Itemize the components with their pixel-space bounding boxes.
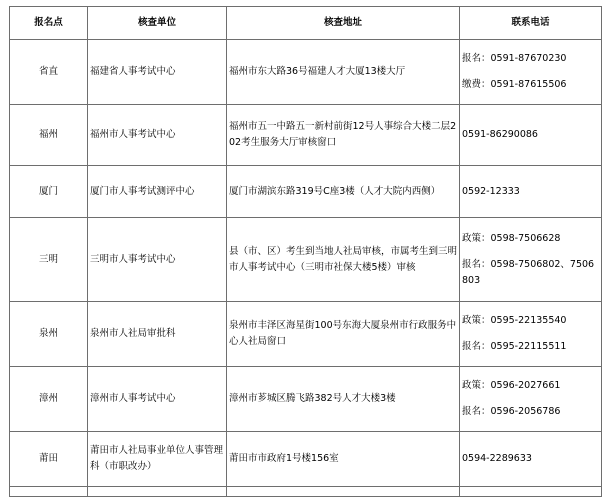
phone-cell <box>460 40 602 105</box>
phone-number: 报名：0591-87670230 <box>462 53 567 64</box>
unit-cell: 漳州市人事考试中心 <box>88 367 227 432</box>
phone-cell <box>460 432 602 487</box>
region-cell: 漳州 <box>10 367 88 432</box>
unit-cell: 福州市人事考试中心 <box>88 105 227 166</box>
phone-cell <box>460 218 602 302</box>
header-unit: 核查单位 <box>88 7 227 40</box>
region-cell: 厦门 <box>10 166 88 218</box>
phone-cell <box>460 105 602 166</box>
table-row <box>10 432 602 487</box>
header-address: 核查地址 <box>227 7 460 40</box>
header-region: 报名点 <box>10 7 88 40</box>
verification-table <box>9 6 602 497</box>
address-cell: 厦门市湖滨东路319号C座3楼（人才大院内西侧） <box>227 166 460 218</box>
table-row <box>10 487 602 497</box>
unit-cell <box>88 487 227 497</box>
region-cell: 福州 <box>10 105 88 166</box>
region-cell: 泉州 <box>10 302 88 367</box>
phone-number: 报名：0598-7506802、7506803 <box>462 258 595 286</box>
address-cell: 泉州市丰泽区海星街100号东海大厦泉州市行政服务中心人社局窗口 <box>227 302 460 367</box>
unit-cell: 福建省人事考试中心 <box>88 40 227 105</box>
phone-number: 政策：0598-7506628 <box>462 232 561 244</box>
phone-cell <box>460 166 602 218</box>
phone-number: 缴费：0591-87615506 <box>462 79 567 90</box>
unit-cell: 厦门市人事考试测评中心 <box>88 166 227 218</box>
phone-number: 0591-86290086 <box>462 129 538 140</box>
phone-cell <box>460 367 602 432</box>
address-cell: 漳州市芗城区腾飞路382号人才大楼3楼 <box>227 367 460 432</box>
table-row <box>10 166 602 218</box>
phone-number: 0592-12333 <box>462 185 520 197</box>
region-cell <box>10 487 88 497</box>
table-row <box>10 367 602 432</box>
phone-number: 报名：0595-22115511 <box>462 341 567 352</box>
region-cell: 省直 <box>10 40 88 105</box>
unit-cell: 莆田市人社局事业单位人事管理科（市职改办） <box>88 432 227 487</box>
phone-number: 政策：0595-22135540 <box>462 315 567 326</box>
table-row <box>10 40 602 105</box>
table-row <box>10 105 602 166</box>
region-cell: 莆田 <box>10 432 88 487</box>
unit-cell: 泉州市人社局审批科 <box>88 302 227 367</box>
phone-cell <box>460 302 602 367</box>
address-cell <box>227 487 460 497</box>
phone-number: 政策：0596-2027661 <box>462 380 561 391</box>
phone-number: 报名：0596-2056786 <box>462 406 561 417</box>
phone-number: 0594-2289633 <box>462 453 532 464</box>
region-cell: 三明 <box>10 218 88 302</box>
address-cell: 莆田市市政府1号楼156室 <box>227 432 460 487</box>
header-row <box>10 7 602 40</box>
address-cell: 县（市、区）考生到当地人社局审核，市属考生到三明市人事考试中心（三明市社保大楼5楼）审核 <box>227 218 460 302</box>
address-cell: 福州市五一中路五一新村前街12号人事综合大楼二层202考生服务大厅审核窗口 <box>227 105 460 166</box>
table-body <box>10 40 602 497</box>
unit-cell: 三明市人事考试中心 <box>88 218 227 302</box>
header-phone: 联系电话 <box>460 7 602 40</box>
phone-cell <box>460 487 602 497</box>
table-row <box>10 302 602 367</box>
table-row <box>10 218 602 302</box>
address-cell: 福州市东大路36号福建人才大厦13楼大厅 <box>227 40 460 105</box>
